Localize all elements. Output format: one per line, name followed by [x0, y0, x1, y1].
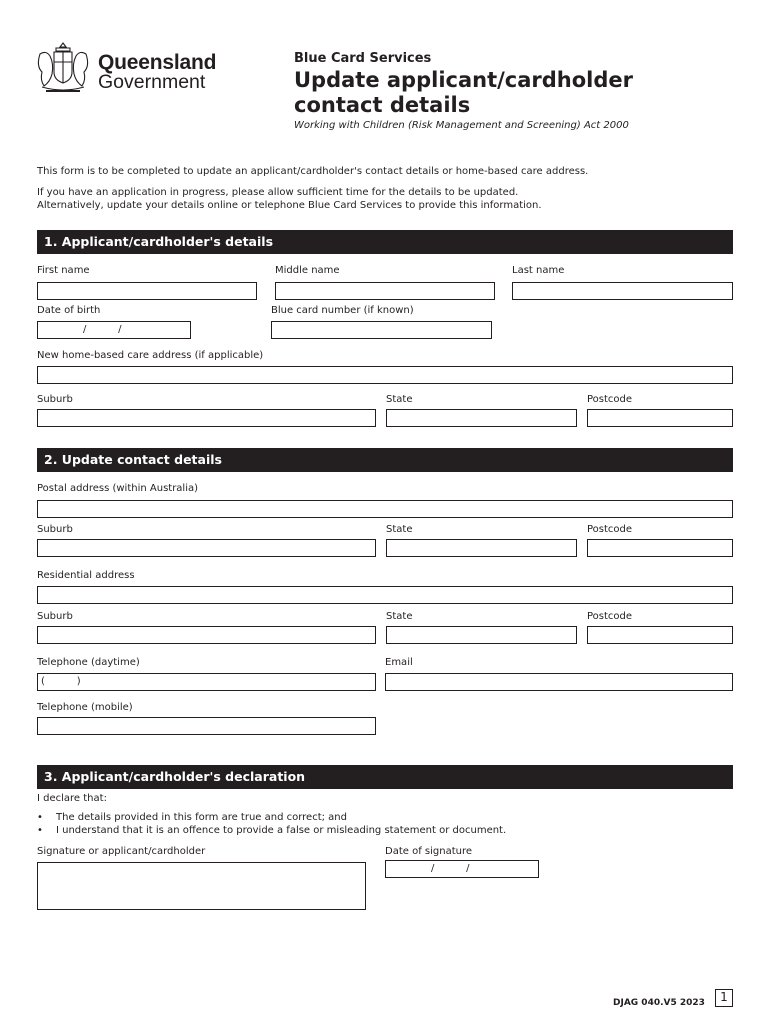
intro-paragraph-1: This form is to be completed to update an applicant/cardholder's contact details or home-based care address.: [37, 166, 589, 177]
telephone-mobile-field[interactable]: [37, 717, 376, 735]
intro-paragraph-2-line-1: If you have an application in progress, please allow sufficient time for the details to be updated.: [37, 187, 519, 198]
telephone-daytime-field[interactable]: ( ): [37, 673, 376, 691]
dob-label: Date of birth: [37, 305, 101, 316]
telephone-mobile-label: Telephone (mobile): [37, 702, 133, 713]
service-name: Blue Card Services: [294, 51, 432, 66]
postcode-label: Postcode: [587, 394, 633, 405]
dob-field[interactable]: / /: [37, 321, 191, 339]
residential-address-label: Residential address: [37, 570, 135, 581]
logo-wordmark-government: Government: [98, 71, 206, 93]
residential-postcode-field[interactable]: [587, 626, 733, 644]
intro-paragraph-2-line-2: Alternatively, update your details online or telephone Blue Card Services to provide this information.: [37, 200, 542, 211]
queensland-coat-of-arms-logo: [34, 40, 92, 96]
signature-label: Signature or applicant/cardholder: [37, 846, 206, 857]
postcode-field[interactable]: [587, 409, 733, 427]
declaration-bullet-1-text: The details provided in this form are true and correct; and: [56, 812, 347, 823]
form-title: Update applicant/cardholder contact details: [294, 68, 634, 117]
form-code: DJAG 040.V5 2023: [613, 998, 705, 1008]
postal-state-label: State: [386, 524, 413, 535]
declaration-bullet-1: • The details provided in this form are true and correct; and: [37, 812, 347, 823]
postal-address-field[interactable]: [37, 500, 733, 518]
postal-address-label: Postal address (within Australia): [37, 483, 199, 494]
first-name-label: First name: [37, 265, 90, 276]
suburb-field[interactable]: [37, 409, 376, 427]
act-reference: Working with Children (Risk Management and Screening) Act 2000: [294, 120, 629, 131]
email-field[interactable]: [385, 673, 733, 691]
blue-card-number-field[interactable]: [271, 321, 492, 339]
middle-name-label: Middle name: [275, 265, 340, 276]
section-3-heading: 3. Applicant/cardholder's declaration: [37, 765, 733, 789]
home-address-field[interactable]: [37, 366, 733, 384]
postal-state-field[interactable]: [386, 539, 577, 557]
first-name-field[interactable]: [37, 282, 257, 300]
residential-postcode-label: Postcode: [587, 611, 633, 622]
postal-postcode-field[interactable]: [587, 539, 733, 557]
declaration-bullet-2: • I understand that it is an offence to provide a false or misleading statement or document.: [37, 825, 507, 836]
last-name-label: Last name: [512, 265, 565, 276]
telephone-daytime-label: Telephone (daytime): [37, 657, 140, 668]
postal-suburb-label: Suburb: [37, 524, 73, 535]
suburb-label: Suburb: [37, 394, 73, 405]
declare-label: I declare that:: [37, 793, 107, 804]
residential-address-field[interactable]: [37, 586, 733, 604]
date-of-signature-field[interactable]: / /: [385, 860, 539, 878]
section-1-heading: 1. Applicant/cardholder's details: [37, 230, 733, 254]
last-name-field[interactable]: [512, 282, 733, 300]
logo-wordmark-queensland: Queensland: [98, 51, 217, 74]
section-2-heading: 2. Update contact details: [37, 448, 733, 472]
page-number: 1: [715, 989, 733, 1007]
residential-suburb-label: Suburb: [37, 611, 73, 622]
middle-name-field[interactable]: [275, 282, 495, 300]
residential-suburb-field[interactable]: [37, 626, 376, 644]
date-of-signature-label: Date of signature: [385, 846, 473, 857]
email-label: Email: [385, 657, 413, 668]
signature-box[interactable]: [37, 862, 366, 910]
residential-state-field[interactable]: [386, 626, 577, 644]
declaration-bullet-2-text: I understand that it is an offence to provide a false or misleading statement or document.: [56, 825, 507, 836]
postal-postcode-label: Postcode: [587, 524, 633, 535]
state-field[interactable]: [386, 409, 577, 427]
blue-card-number-label: Blue card number (if known): [271, 305, 414, 316]
state-label: State: [386, 394, 413, 405]
residential-state-label: State: [386, 611, 413, 622]
postal-suburb-field[interactable]: [37, 539, 376, 557]
home-address-label: New home-based care address (if applicable): [37, 350, 264, 361]
